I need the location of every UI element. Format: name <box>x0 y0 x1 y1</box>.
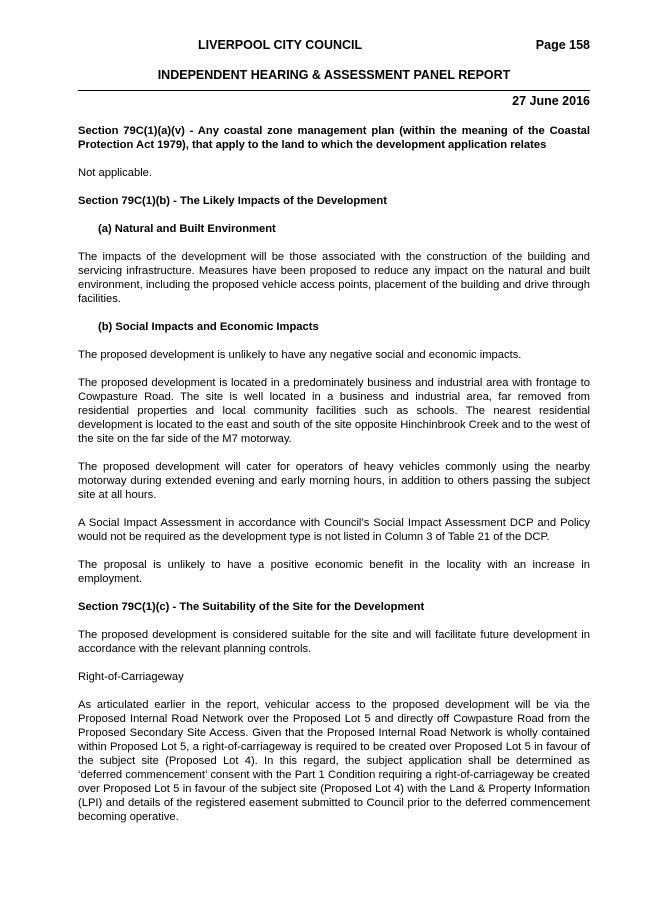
header-divider <box>78 90 590 91</box>
paragraph: The proposed development is considered suitable for the site and will facilitate future development in accordance with the relevant planning controls. <box>78 629 590 655</box>
paragraph: A Social Impact Assessment in accordance with Council’s Social Impact Assessment DCP and Policy would not be required as the development type is not listed in Column 3 of Table 21 of the DCP. <box>78 517 590 543</box>
paragraph: The proposed development will cater for operators of heavy vehicles commonly using the nearby motorway during extended evening and early morning hours, in addition to others passing the subject site at all hours. <box>78 461 590 501</box>
paragraph: The proposed development is unlikely to have any negative social and economic impacts. <box>78 349 522 361</box>
subsection-heading: (a) Natural and Built Environment <box>98 223 276 235</box>
section-heading: Section 79C(1)(c) - The Suitability of the Site for the Development <box>78 601 425 613</box>
subheading: Right-of-Carriageway <box>78 671 184 683</box>
page-number: Page 158 <box>535 38 590 52</box>
section-heading: Section 79C(1)(a)(v) - Any coastal zone management plan (within the meaning of the Coastal Protection Act 1979), that apply to the land to which the development application relates <box>78 125 590 151</box>
subsection-heading: (b) Social Impacts and Economic Impacts <box>98 321 319 333</box>
section-heading: Section 79C(1)(b) - The Likely Impacts of the Development <box>78 195 387 207</box>
paragraph: Not applicable. <box>78 167 153 179</box>
paragraph: The impacts of the development will be those associated with the construction of the building and servicing infrastructure. Measures have been proposed to reduce any impact on the natural and built environment, including the proposed vehicle access points, placement of the building and drive through facilities. <box>78 251 590 305</box>
paragraph: The proposed development is located in a predominately business and industrial area with frontage to Cowpasture Road. The site is well located in a business and industrial area, far removed from residential properties and local community facilities such as schools. The nearest residential development is located to the east and south of the site opposite Hinchinbrook Creek and to the west of the site on the far side of the M7 motorway. <box>78 377 590 445</box>
document-page <box>78 0 590 923</box>
report-title: INDEPENDENT HEARING & ASSESSMENT PANEL REPORT <box>157 68 511 82</box>
paragraph: As articulated earlier in the report, vehicular access to the proposed development will be via the Proposed Internal Road Network over the Proposed Lot 5 and directly off Cowpasture Road from the Proposed Secondary Site Access. Given that the Proposed Internal Road Network is wholly contained within Proposed Lot 5, a right-of-carriageway is required to be created over Proposed Lot 5 in favour of the subject site (Proposed Lot 4). In this regard, the subject application shall be determined as ‘deferred commencement’ consent with the Part 1 Condition requiring a right-of-carriageway be created over Proposed Lot 5 in favour of the subject site (Proposed Lot 4) with the Land & Property Information (LPI) and details of the registered easement submitted to Council prior to the deferred commencement becoming operative. <box>78 699 590 823</box>
paragraph: The proposal is unlikely to have a positive economic benefit in the locality with an increase in employment. <box>78 559 590 585</box>
document-body <box>78 124 590 838</box>
council-name: LIVERPOOL CITY COUNCIL <box>198 38 363 52</box>
report-date: 27 June 2016 <box>512 94 590 108</box>
